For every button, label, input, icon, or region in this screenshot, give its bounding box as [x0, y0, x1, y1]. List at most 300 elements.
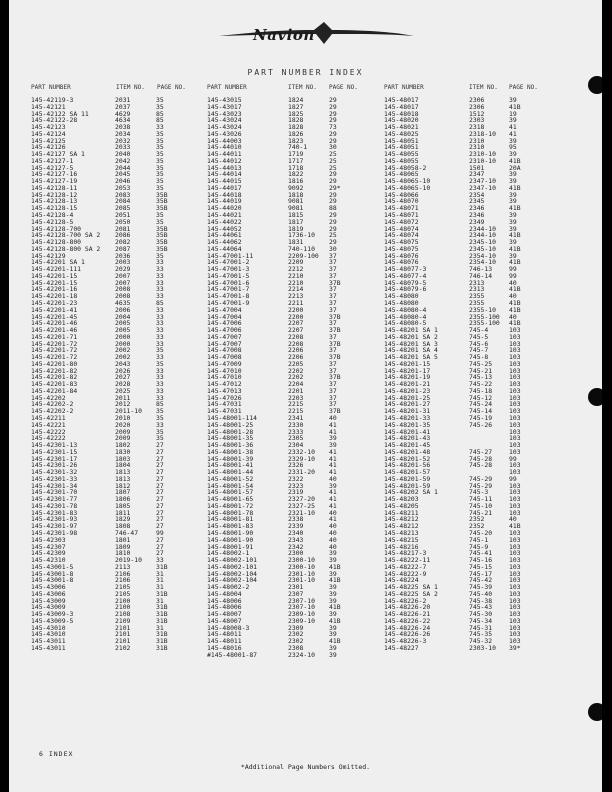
index-row [207, 165, 355, 172]
index-row [207, 266, 355, 273]
part-number: 145-48212 [384, 523, 419, 530]
index-row [207, 625, 355, 632]
page-number: 103 [509, 435, 521, 443]
item-number: 2326 [288, 462, 304, 470]
page-number: 40 [509, 516, 517, 524]
page-number: 25 [329, 157, 337, 165]
part-number: 145-42127-19 [31, 178, 78, 185]
item-number: 2037 [115, 103, 131, 111]
part-number: 145-47001-8 [207, 293, 250, 300]
item-number: 745-25 [469, 360, 493, 368]
part-number: 145-44017 [207, 184, 242, 192]
index-row [31, 415, 182, 422]
item-number: 2101 [115, 638, 131, 646]
index-row [384, 354, 537, 361]
item-number: 2028 [115, 381, 131, 388]
part-number: 145-42301-98 [31, 530, 78, 537]
item-number: 2354-10 [469, 259, 496, 267]
item-number: 2020 [115, 421, 131, 429]
index-row [384, 462, 537, 469]
item-number: 1717 [288, 157, 304, 165]
item-number: 745-20 [469, 530, 493, 537]
part-number: 145-48201-48 [384, 448, 431, 456]
index-row [384, 239, 537, 246]
index-row [31, 239, 182, 246]
index-row [384, 178, 537, 185]
part-number: 145-47010 [207, 374, 242, 382]
page-number: 39 [329, 611, 337, 618]
part-number: 145-48222-7 [384, 563, 427, 571]
index-row [207, 415, 355, 422]
item-number: 1829 [115, 516, 131, 524]
index-row [384, 205, 537, 212]
index-row [31, 368, 182, 375]
item-number: 2355 [469, 299, 485, 307]
page-number: 103 [509, 428, 521, 436]
page-number: 103 [509, 401, 521, 409]
part-number: 145-48074 [384, 232, 419, 240]
page-number: 39 [329, 631, 337, 639]
item-number: 1803 [115, 455, 131, 463]
index-row [207, 456, 355, 463]
index-row [31, 320, 182, 327]
index-row [31, 266, 182, 273]
index-row [207, 104, 355, 111]
page-number: 41 [329, 448, 337, 456]
part-number: 145-42124 [31, 130, 66, 138]
page-number: 35 [156, 171, 164, 179]
part-number: 145-48002-2 [207, 584, 250, 591]
item-number: 745-6 [469, 340, 489, 348]
index-row [31, 638, 182, 645]
part-number: 145-48001-28 [207, 428, 254, 436]
index-row [31, 178, 182, 185]
page-number: 39 [329, 597, 337, 605]
part-number: 145-44015 [207, 178, 242, 185]
index-row [384, 496, 537, 503]
item-number: 1822 [288, 171, 304, 179]
item-number: 2043 [115, 360, 131, 368]
part-number: 145-42201-45 [31, 313, 78, 321]
item-number: 2007 [115, 272, 131, 280]
page-number: 33 [156, 272, 164, 280]
item-number: 2038 [115, 124, 131, 131]
item-number: 2307-10 [288, 604, 315, 612]
page-number: 39 [509, 151, 517, 158]
page-number: 103 [509, 347, 521, 355]
item-number: 2009 [115, 428, 131, 436]
page-number: 40 [509, 293, 517, 300]
item-number: 2210 [288, 279, 304, 287]
index-row [31, 557, 182, 564]
index-row [384, 557, 537, 564]
item-number: 1810 [115, 550, 131, 558]
page-number: 37 [329, 333, 337, 341]
index-row [31, 476, 182, 483]
item-number: 1817 [288, 218, 304, 226]
page-number: 35B [156, 232, 168, 240]
index-row [31, 273, 182, 280]
part-number: 145-47001-11 [207, 252, 254, 260]
index-row [31, 645, 182, 652]
page-number: 103 [509, 570, 521, 578]
binder-hole [588, 388, 602, 406]
index-row [207, 347, 355, 354]
part-number: 145-48201-56 [384, 462, 431, 470]
page-number: 103 [509, 327, 521, 334]
item-number: 745-29 [469, 475, 493, 483]
page-number: 103 [509, 367, 521, 375]
part-number: 145-42301-33 [31, 475, 78, 483]
index-row [207, 442, 355, 449]
part-number: 145-47001-2 [207, 259, 250, 267]
page-number: 20A [509, 164, 521, 172]
part-number: 145-48211 [384, 509, 419, 517]
part-number: 145-48225 SA 1 [384, 584, 438, 591]
page-number: 35 [156, 435, 164, 443]
item-number: 745-35 [469, 631, 493, 639]
part-number: 145-42201-18 [31, 293, 78, 300]
item-number: 2345-10 [469, 245, 496, 253]
index-row [207, 374, 355, 381]
part-number: 145-42119-3 [31, 97, 74, 104]
page-number: 35 [156, 103, 164, 111]
page-number: 103 [509, 469, 521, 476]
item-number: 1806 [115, 496, 131, 503]
page-number: 35 [156, 151, 164, 158]
item-number: 1808 [115, 523, 131, 530]
index-row [207, 205, 355, 212]
part-number: 145-48001-38 [207, 448, 254, 456]
page-number: 27 [156, 550, 164, 558]
item-number: 745-8 [469, 354, 489, 361]
part-number: 145-48213 [384, 530, 419, 537]
index-row [384, 537, 537, 544]
part-number: 145-48017 [384, 97, 419, 104]
item-number: 2308 [288, 645, 304, 652]
index-row [207, 435, 355, 442]
item-number: 2200 [288, 306, 304, 314]
navion-logo [214, 18, 419, 52]
item-number: 4635 [115, 299, 131, 307]
item-number: 2101 [115, 624, 131, 632]
part-number: 145-48201-31 [384, 408, 431, 415]
index-row [31, 388, 182, 395]
item-number: 2011 [115, 394, 131, 402]
index-row [207, 253, 355, 260]
item-number: 2215 [288, 408, 304, 415]
index-row [31, 381, 182, 388]
index-row [384, 645, 537, 652]
page-number: 103 [509, 502, 521, 510]
index-row [207, 550, 355, 557]
page-number: 103 [509, 394, 521, 402]
part-number: 145-48217-3 [384, 550, 427, 558]
page-number: 29 [329, 110, 337, 118]
item-number: 2333 [288, 428, 304, 436]
page-number: 33 [156, 293, 164, 300]
footnote: *Additional Page Numbers Omitted. [240, 763, 371, 771]
index-row [384, 124, 537, 131]
index-row [31, 483, 182, 490]
item-number: 2200 [288, 313, 304, 321]
item-number: 2330 [288, 421, 304, 429]
page-number: 40 [329, 523, 337, 530]
item-number: 2302 [288, 638, 304, 646]
part-number: 145-48226-3 [384, 638, 427, 646]
item-number: 1802 [115, 442, 131, 449]
page-number: 103 [509, 617, 521, 625]
item-number: 745-5 [469, 333, 489, 341]
page-number: 35B [156, 191, 168, 199]
item-number: 2025 [115, 387, 131, 395]
part-number: 145-48007 [207, 611, 242, 618]
part-number: 145-48001-52 [207, 475, 254, 483]
item-number: 745-24 [469, 401, 493, 409]
part-number: 145-48001-114 [207, 414, 258, 422]
item-number: 2212 [288, 266, 304, 273]
part-number: 145-42128-4 [31, 212, 74, 219]
part-number: 145-42201-23 [31, 299, 78, 307]
col1-item-header: ITEM NO. [116, 84, 145, 91]
index-row [384, 625, 537, 632]
page-number: 39 [329, 435, 337, 443]
index-column-2 [207, 97, 355, 659]
item-number: 2031 [115, 97, 131, 104]
item-number: 746-13 [469, 266, 493, 273]
page-number: 29 [329, 137, 337, 145]
page-number: 103 [509, 597, 521, 605]
part-number: 145-42128-800 SA 2 [31, 245, 101, 253]
index-row [384, 571, 537, 578]
index-column-1 [31, 97, 182, 652]
page-number: 31 [156, 584, 164, 591]
part-number: 145-48077-3 [384, 266, 427, 273]
page-number: 41 [329, 469, 337, 476]
page-number: 41 [509, 124, 517, 131]
part-number: 145-48201-57 [384, 469, 431, 476]
part-number: 145-48008-3 [207, 624, 250, 632]
part-number: 145-42201-82 [31, 374, 78, 382]
part-number: 145-44022 [207, 218, 242, 226]
part-number: 145-42201 SA 1 [31, 259, 85, 267]
item-number: 2300 [288, 550, 304, 558]
index-row [384, 314, 537, 321]
index-row [31, 604, 182, 611]
index-row [207, 571, 355, 578]
part-number: 145-42128-800 [31, 239, 82, 246]
page-number: 33 [156, 387, 164, 395]
index-row [31, 300, 182, 307]
part-number: 145-42301-83 [31, 509, 78, 517]
item-number: 2355-100 [469, 320, 500, 328]
part-number: 145-48071 [384, 205, 419, 213]
index-row [207, 327, 355, 334]
index-row [384, 158, 537, 165]
part-number: 145-48065 [384, 171, 419, 179]
item-number: 1801 [115, 536, 131, 544]
page-number: 35 [156, 212, 164, 219]
item-number: 2027 [115, 374, 131, 382]
page-number: 41B [329, 577, 341, 585]
index-row [384, 469, 537, 476]
index-row [207, 158, 355, 165]
index-row [31, 544, 182, 551]
part-number: 145-42123 [31, 124, 66, 131]
item-number: 2313 [469, 279, 485, 287]
index-row [207, 604, 355, 611]
index-row [207, 334, 355, 341]
part-number: 145-48212 [384, 516, 419, 524]
page-number: 35 [156, 157, 164, 165]
item-number: 745-18 [469, 387, 493, 395]
page-number: 35 [156, 97, 164, 104]
item-number: 2008 [115, 286, 131, 294]
item-number: 2352 [469, 516, 485, 524]
index-row [31, 625, 182, 632]
item-number: 1816 [288, 178, 304, 185]
index-row [207, 598, 355, 605]
page-number: 29 [329, 218, 337, 226]
part-number: 145-48051 [384, 144, 419, 152]
item-number: 2000 [115, 340, 131, 348]
item-number: 745-42 [469, 577, 493, 585]
part-number: 145-48002-104 [207, 577, 258, 585]
part-number: 145-44010 [207, 144, 242, 152]
page-number: 103 [509, 414, 521, 422]
index-row [31, 219, 182, 226]
index-row [31, 226, 182, 233]
index-row [207, 516, 355, 523]
part-number: 145-43009 [31, 604, 66, 612]
index-row [207, 368, 355, 375]
part-number: 145-48001-39 [207, 455, 254, 463]
index-row [31, 530, 182, 537]
item-number: 2322 [288, 475, 304, 483]
index-row [384, 422, 537, 429]
item-number: 745-9 [469, 543, 489, 551]
part-number: 145-42128-11 [31, 184, 78, 192]
item-number: 2007 [115, 279, 131, 287]
index-row [207, 320, 355, 327]
part-number: 145-47001-6 [207, 279, 250, 287]
page-number: 41 [329, 421, 337, 429]
item-number: 2306 [469, 103, 485, 111]
part-number: 145-48222-11 [384, 557, 431, 564]
part-number: 145-42303 [31, 536, 66, 544]
item-number: 2040 [115, 151, 131, 158]
page-number: 31B [156, 645, 168, 652]
part-number: 145-42127-1 [31, 157, 74, 165]
part-number: 145-48001-72 [207, 502, 254, 510]
part-number: 145-43010 [31, 631, 66, 639]
part-number: 145-42201-16 [31, 286, 78, 294]
page-number: 35B [156, 205, 168, 213]
item-number: 2355-10 [469, 306, 496, 314]
index-row [207, 198, 355, 205]
item-number: 1807 [115, 489, 131, 497]
page-number: 103 [509, 340, 521, 348]
part-number: 145-42301-34 [31, 482, 78, 490]
part-number: 145-42122 SA 11 [31, 110, 89, 118]
part-number: 145-48076 [384, 252, 419, 260]
item-number: 1812 [115, 482, 131, 490]
page-number: 25 [329, 232, 337, 240]
part-number: 145-48020 [384, 117, 419, 125]
page-number: 35B [156, 245, 168, 253]
index-row [31, 449, 182, 456]
part-number: 145-48225 SA 2 [384, 590, 438, 598]
part-number: 145-47013 [207, 387, 242, 395]
index-row [384, 523, 537, 530]
part-number: 145-43026 [207, 130, 242, 138]
index-row [31, 232, 182, 239]
item-number: 1824 [288, 97, 304, 104]
item-number: 745-14 [469, 408, 493, 415]
part-number: 145-48070 [384, 198, 419, 206]
item-number: 745-3 [469, 489, 489, 497]
index-row [384, 442, 537, 449]
index-row [31, 354, 182, 361]
part-number: 145-48071 [384, 212, 419, 219]
part-number: 145-47012 [207, 381, 242, 388]
item-number: 2355 [469, 293, 485, 300]
item-number: 745-13 [469, 374, 493, 382]
page-number: 33 [156, 313, 164, 321]
part-number: 145-42122-28 [31, 117, 78, 125]
part-number: 145-48075 [384, 245, 419, 253]
part-number: 145-48007 [207, 617, 242, 625]
part-number: 145-42301-17 [31, 455, 78, 463]
item-number: 1804 [115, 462, 131, 470]
page-number: 33 [156, 374, 164, 382]
page-number: 29 [329, 178, 337, 185]
item-number: 1815 [288, 212, 304, 219]
logo-wordmark: Navion [253, 26, 315, 44]
part-number: 145-48001-35 [207, 435, 254, 443]
page-number: 103 [509, 448, 521, 456]
index-row [384, 144, 537, 151]
index-row [31, 314, 182, 321]
item-number: 2012 [115, 401, 131, 409]
page-number: 33 [156, 286, 164, 294]
item-number: 2310-10 [469, 151, 496, 158]
page-number: 33 [156, 259, 164, 267]
item-number: 2019-10 [115, 557, 142, 564]
page-number: 33 [156, 421, 164, 429]
index-row [207, 564, 355, 571]
index-row [207, 618, 355, 625]
index-row [384, 104, 537, 111]
index-row [384, 510, 537, 517]
index-row [207, 408, 355, 415]
page-number: 39 [329, 550, 337, 558]
page-number: 40 [329, 536, 337, 544]
part-number: 145-48006 [207, 597, 242, 605]
part-number: 145-47007 [207, 333, 242, 341]
page-number: 39 [509, 225, 517, 233]
item-number: 2086 [115, 232, 131, 240]
index-row [384, 246, 537, 253]
part-number: 145-48201-43 [384, 435, 431, 443]
item-number: 2345 [469, 198, 485, 206]
item-number: 2310-10 [469, 157, 496, 165]
page-number: 99 [509, 272, 517, 280]
part-number: 145-48201 SA 2 [384, 333, 438, 341]
item-number: 2207 [288, 320, 304, 328]
index-row [31, 185, 182, 192]
part-number: 145-48025 [384, 130, 419, 138]
